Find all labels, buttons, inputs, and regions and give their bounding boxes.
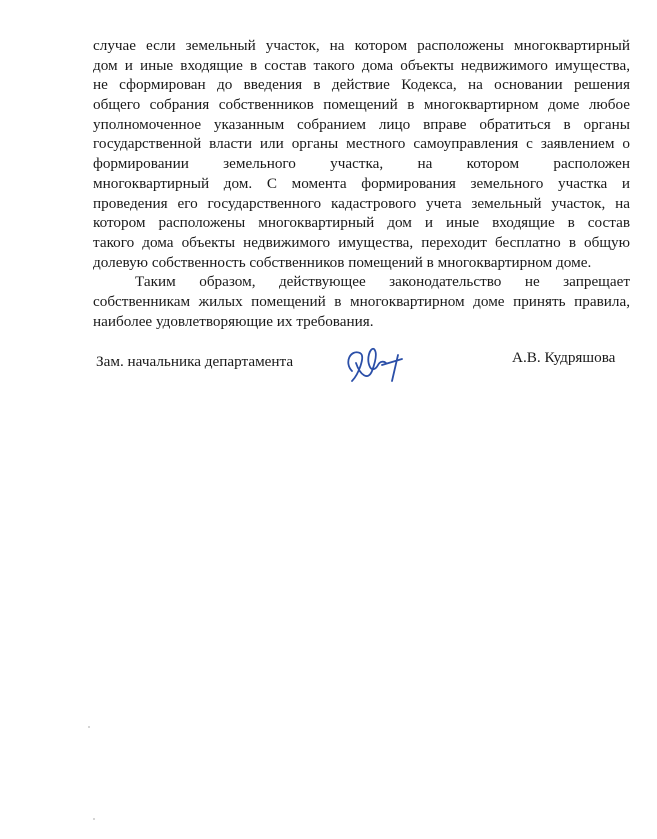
- scan-speck: [88, 726, 90, 728]
- signatory-title: Зам. начальника департамента: [96, 353, 294, 370]
- document-body: [93, 36, 630, 331]
- text-line: котором расположены многоквартирный дом и иные входящие в состав: [93, 214, 630, 232]
- text-line: такого дома объекты недвижимого имущества, переходит бесплатно в общую: [93, 233, 630, 251]
- text-line: формировании земельного участка, на котором расположен: [93, 155, 630, 173]
- signatory-name: А.В. Кудряшова: [512, 349, 616, 366]
- text-line: общего собрания собственников помещений в многоквартирном доме любое: [93, 96, 630, 114]
- text-line: наиболее удовлетворяющие их требования.: [93, 312, 374, 330]
- text-line: многоквартирный дом. С момента формирования земельного участка и: [93, 174, 630, 192]
- text-line: собственникам жилых помещений в многоквартирном доме принять правила,: [93, 292, 630, 310]
- text-line: проведения его государственного кадастрового учета земельный участок, на: [93, 194, 630, 212]
- text-line: случае если земельный участок, на котором расположены многоквартирный: [93, 37, 630, 54]
- text-line: долевую собственность собственников помещений в многоквартирном доме.: [93, 253, 592, 271]
- text-line: дом и иные входящие в состав такого дома объекты недвижимого имущества,: [93, 56, 630, 74]
- handwritten-signature: [342, 341, 408, 389]
- text-line: Таким образом, действующее законодательство не запрещает: [135, 273, 630, 291]
- text-line: не сформирован до введения в действие Кодекса, на основании решения: [93, 76, 630, 94]
- text-line: уполномоченное указанным собранием лицо вправе обратиться в органы: [93, 115, 630, 133]
- text-line: государственной власти или органы местного самоуправления с заявлением о: [93, 135, 630, 153]
- scan-speck: [93, 818, 95, 820]
